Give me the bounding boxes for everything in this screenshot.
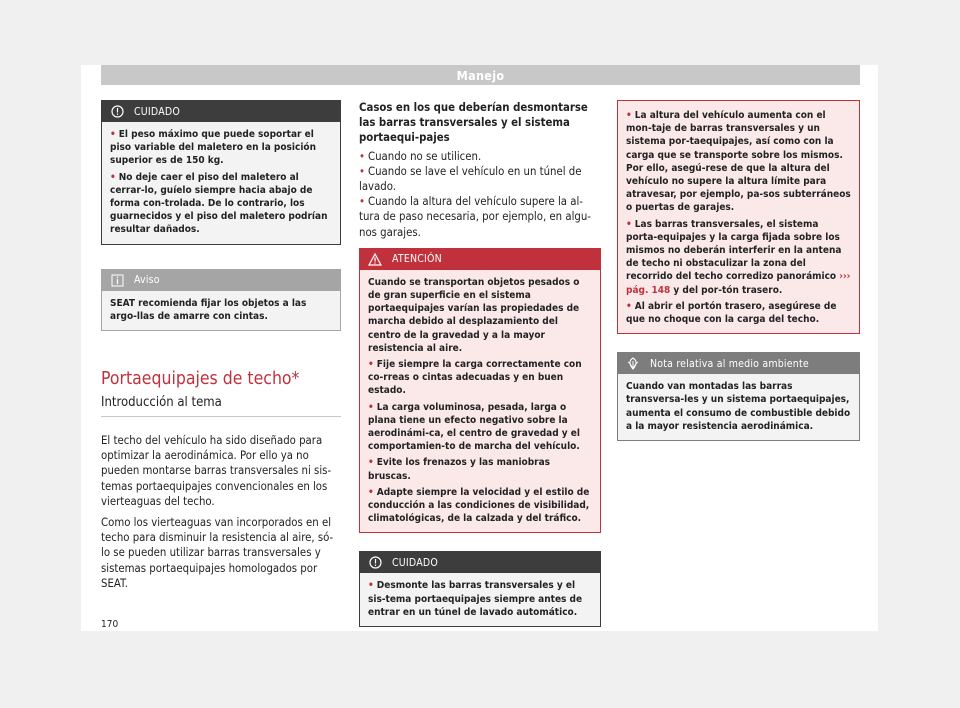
atencion-item: • La carga voluminosa, pesada, larga o plana tiene un efecto negativo sobre la aerodinámi-ca, el centro de gravedad y el comportamien-to de marcha del vehículo. <box>368 401 580 453</box>
aviso-box <box>101 269 341 331</box>
cuidado-body-2 <box>360 573 600 626</box>
environment-note-box <box>617 352 860 441</box>
cuidado-header <box>102 101 340 122</box>
column-right <box>617 100 860 451</box>
info-icon <box>110 273 124 287</box>
aviso-body <box>102 291 340 330</box>
aviso-label: Aviso <box>134 274 160 287</box>
atencion-continued-body <box>618 101 859 333</box>
atencion-header <box>360 249 600 270</box>
atencion-item: • Fije siempre la carga correctamente con co-rreas o cintas adecuadas y en buen estado. <box>368 359 582 397</box>
atencion-item: • Adapte siempre la velocidad y el estilo de conducción a las condiciones de visibilidad, climatológicas, de la calzada y del tráfico. <box>368 486 590 525</box>
environment-note-header <box>618 353 859 374</box>
atencion-item: • La altura del vehículo aumenta con el mon-taje de barras transversales y un sistema por-taequipajes, así como con la carga que se transporte sobre los mismos. Por ello, asegú-rese de que la altura del vehículo no supere la altura límite para atravesar, por ejemplo, pa-sos subterráneos o puertas de garajes. <box>626 110 851 214</box>
cuidado-item: • Desmonte las barras transversales y el sis-tema portaequipajes siempre antes de entrar en un túnel de lavado automático. <box>368 580 583 618</box>
environment-note-body <box>618 374 859 440</box>
cases-bullet: • Cuando la altura del vehículo supere la al-tura de paso necesaria, por ejemplo, en algu-nos garajes. <box>359 195 591 239</box>
atencion-item: • Evite los frenazos y las maniobras bruscas. <box>368 457 551 482</box>
atencion-intro: Cuando se transportan objetos pesados o de gran superficie en el sistema portaequipajes varían las propiedades de marcha debido al desplazamiento del centro de la gravedad y a la mayor resistencia al aire. <box>368 276 580 354</box>
cases-bullet: • Cuando se lave el vehículo en un túnel de lavado. <box>359 164 582 194</box>
page-reference-link[interactable]: ››› pág. 148 <box>626 271 851 296</box>
atencion-continued-box <box>617 100 860 334</box>
environment-note-label: Nota relativa al medio ambiente <box>650 357 809 370</box>
cases-bullet: • Cuando no se utilicen. <box>359 149 482 163</box>
cuidado-box <box>101 100 341 245</box>
cuidado-body <box>102 122 340 244</box>
intro-paragraph-1: El techo del vehículo ha sido diseñado para optimizar la aerodinámica. Por ello ya no pueden montarse barras transversales ni sis-temas portaequipajes convencionales en los vierteaguas del techo. <box>101 434 332 508</box>
cuidado-header-2 <box>360 552 600 573</box>
warning-triangle-icon <box>368 252 382 266</box>
page-number: 170 <box>101 619 119 630</box>
cases-heading: Casos en los que deberían desmontarse las barras transversales y el sistema portaequi-pajes <box>359 101 588 145</box>
aviso-text: SEAT recomienda fijar los objetos a las argo-llas de amarre con cintas. <box>110 297 307 322</box>
atencion-item: • Las barras transversales, el sistema porta-equipajes y la carga fijada sobre los mismos no deberán interferir en la antena de techo ni obstaculizar la zona del recorrido del techo corredizo panorámico ››› pág. 148 y del por-tón trasero. <box>626 218 851 296</box>
atencion-body <box>360 270 600 533</box>
atencion-label: ATENCIÓN <box>392 253 442 266</box>
column-middle <box>359 100 601 637</box>
cuidado-label: CUIDADO <box>134 105 180 118</box>
aviso-header <box>102 270 340 291</box>
cuidado-box-2 <box>359 551 601 627</box>
subsection-title: Introducción al tema <box>101 395 341 417</box>
warning-circle-icon <box>368 556 382 570</box>
environment-note-text: Cuando van montadas las barras transversa-les y un sistema portaequipajes, aumenta el consumo de combustible debido a la mayor resistencia aerodinámica. <box>626 381 851 432</box>
cuidado-item: • No deje caer el piso del maletero al cerrar-lo, guíelo siempre hacia abajo de forma con-trolada. De lo contrario, los guarnecidos y el piso del maletero podrían resultar dañados. <box>110 171 328 236</box>
header-title: Manejo <box>456 67 505 83</box>
atencion-box <box>359 248 601 534</box>
warning-circle-icon <box>110 105 124 119</box>
section-title: Portaequipajes de techo* <box>101 369 300 390</box>
cuidado-label-2: CUIDADO <box>392 556 438 569</box>
leaf-icon <box>626 357 640 371</box>
atencion-item: • Al abrir el portón trasero, asegúrese de que no choque con la carga del techo. <box>626 300 837 326</box>
cuidado-item: • El peso máximo que puede soportar el piso variable del maletero en la posición superior es de 150 kg. <box>110 129 316 167</box>
page-header <box>101 65 860 85</box>
column-left <box>101 100 341 597</box>
intro-paragraph-2: Como los vierteaguas van incorporados en el techo para disminuir la resistencia al aire, só-lo se pueden utilizar barras transversales y sistemas portaequipajes homologados por SEAT. <box>101 516 334 590</box>
